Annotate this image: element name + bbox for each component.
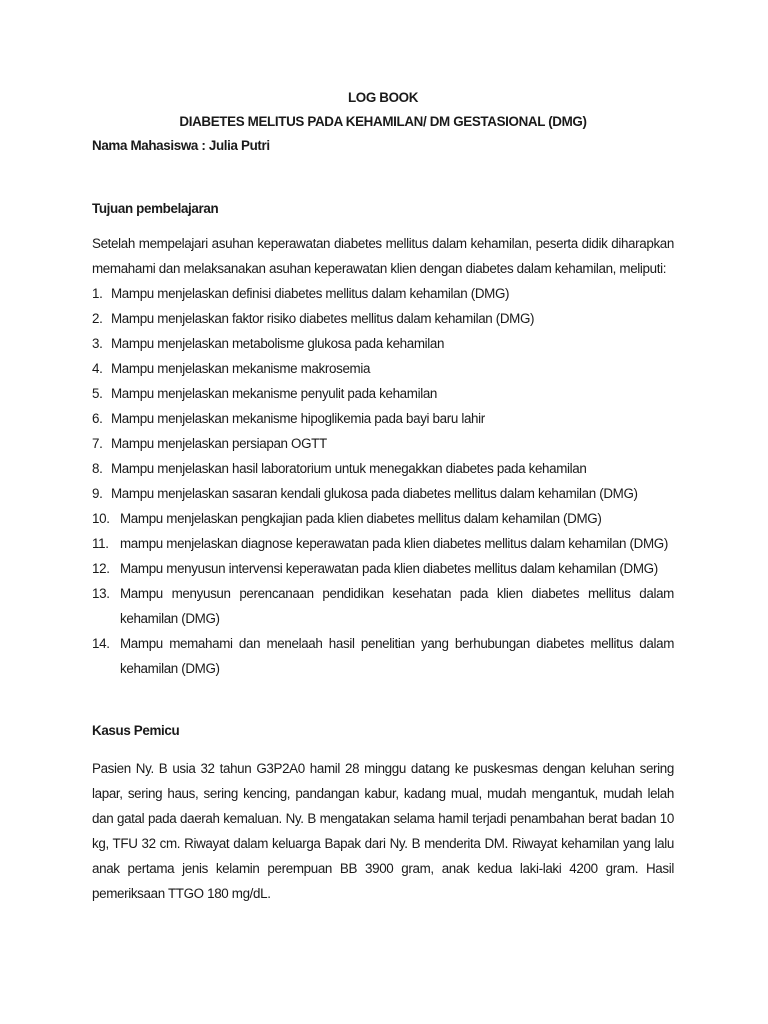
list-item: [92, 306, 674, 331]
list-item: [92, 331, 674, 356]
list-item-text: Mampu menjelaskan hasil laboratorium untuk menegakkan diabetes pada kehamilan: [111, 461, 587, 476]
list-item-number: 4.: [92, 361, 103, 376]
document-subtitle: DIABETES MELITUS PADA KEHAMILAN/ DM GESTASIONAL (DMG): [179, 114, 587, 129]
case-line: pemeriksaan TTGO 180 mg/dL.: [92, 886, 271, 901]
objectives-list: [92, 281, 674, 681]
list-item-number: 14.: [92, 636, 110, 651]
document-title: LOG BOOK: [347, 90, 419, 105]
list-item-text: Mampu menjelaskan mekanisme hipoglikemia pada bayi baru lahir: [111, 411, 485, 426]
objectives-heading: Tujuan pembelajaran: [92, 201, 219, 216]
list-item-text: Mampu menjelaskan pengkajian pada klien diabetes mellitus dalam kehamilan (DMG): [120, 511, 602, 526]
list-item: [92, 456, 674, 481]
list-item: [92, 356, 674, 381]
list-item-number: 1.: [92, 286, 103, 301]
list-item: [92, 381, 674, 406]
case-heading: Kasus Pemicu: [92, 723, 180, 738]
list-item-number: 7.: [92, 436, 103, 451]
student-name: Nama Mahasiswa : Julia Putri: [92, 138, 270, 153]
list-item-number: 13.: [92, 586, 110, 601]
list-item-number: 5.: [92, 386, 103, 401]
case-line: Pasien Ny. B usia 32 tahun G3P2A0 hamil 28 minggu datang ke puskesmas dengan keluhan sering: [92, 761, 674, 776]
list-item: [92, 506, 674, 531]
objectives-intro-line-1: Setelah mempelajari asuhan keperawatan diabetes mellitus dalam kehamilan, peserta didik diharapkan: [92, 236, 674, 251]
list-item-number: 10.: [92, 511, 110, 526]
list-item-number: 12.: [92, 561, 110, 576]
list-item-text: Mampu menjelaskan faktor risiko diabetes mellitus dalam kehamilan (DMG): [111, 311, 535, 326]
list-item: [92, 531, 674, 556]
list-item-text: Mampu menyusun perencanaan pendidikan kesehatan pada klien diabetes mellitus dalam: [120, 586, 674, 601]
list-item-text: Mampu menjelaskan mekanisme penyulit pada kehamilan: [111, 386, 438, 401]
case-line: lapar, sering haus, sering kencing, pandangan kabur, kadang mual, mudah mengantuk, mudah lelah: [92, 786, 674, 801]
list-item-number: 11.: [92, 536, 109, 551]
list-item: [92, 431, 674, 456]
list-item-text: mampu menjelaskan diagnose keperawatan pada klien diabetes mellitus dalam kehamilan (DMG): [120, 536, 668, 551]
list-item-number: 3.: [92, 336, 103, 351]
list-item-text: Mampu menjelaskan sasaran kendali glukosa pada diabetes mellitus dalam kehamilan (DMG): [111, 486, 638, 501]
list-item-continuation: kehamilan (DMG): [120, 611, 220, 626]
list-item-number: 9.: [92, 486, 103, 501]
list-item-text: Mampu menjelaskan mekanisme makrosemia: [111, 361, 371, 376]
list-item: [92, 556, 674, 581]
list-item-number: 8.: [92, 461, 103, 476]
list-item: [92, 281, 674, 306]
list-item-text: Mampu menjelaskan definisi diabetes mellitus dalam kehamilan (DMG): [111, 286, 510, 301]
list-item-number: 2.: [92, 311, 103, 326]
list-item-text: Mampu menjelaskan metabolisme glukosa pada kehamilan: [111, 336, 445, 351]
document-body: [92, 86, 674, 906]
case-line: anak pertama jenis kelamin perempuan BB 3900 gram, anak kedua laki-laki 4200 gram. Hasil: [92, 861, 674, 876]
list-item-text: Mampu menjelaskan persiapan OGTT: [111, 436, 327, 451]
objectives-intro: [92, 231, 674, 281]
case-line: dan gatal pada daerah kemaluan. Ny. B mengatakan selama hamil terjadi penambahan berat badan 10: [92, 811, 674, 826]
case-paragraph: [92, 756, 674, 906]
list-item: [92, 631, 674, 681]
case-line: kg, TFU 32 cm. Riwayat dalam keluarga Bapak dari Ny. B menderita DM. Riwayat kehamilan yang lalu: [92, 836, 674, 851]
objectives-intro-line-2: memahami dan melaksanakan asuhan keperawatan klien dengan diabetes dalam kehamilan, meliputi:: [92, 261, 667, 276]
list-item-number: 6.: [92, 411, 103, 426]
list-item-text: Mampu memahami dan menelaah hasil penelitian yang berhubungan diabetes mellitus dalam: [120, 636, 674, 651]
list-item: [92, 581, 674, 631]
list-item-continuation: kehamilan (DMG): [120, 661, 220, 676]
list-item: [92, 406, 674, 431]
list-item: [92, 481, 674, 506]
list-item-text: Mampu menyusun intervensi keperawatan pada klien diabetes mellitus dalam kehamilan (DMG): [120, 561, 658, 576]
